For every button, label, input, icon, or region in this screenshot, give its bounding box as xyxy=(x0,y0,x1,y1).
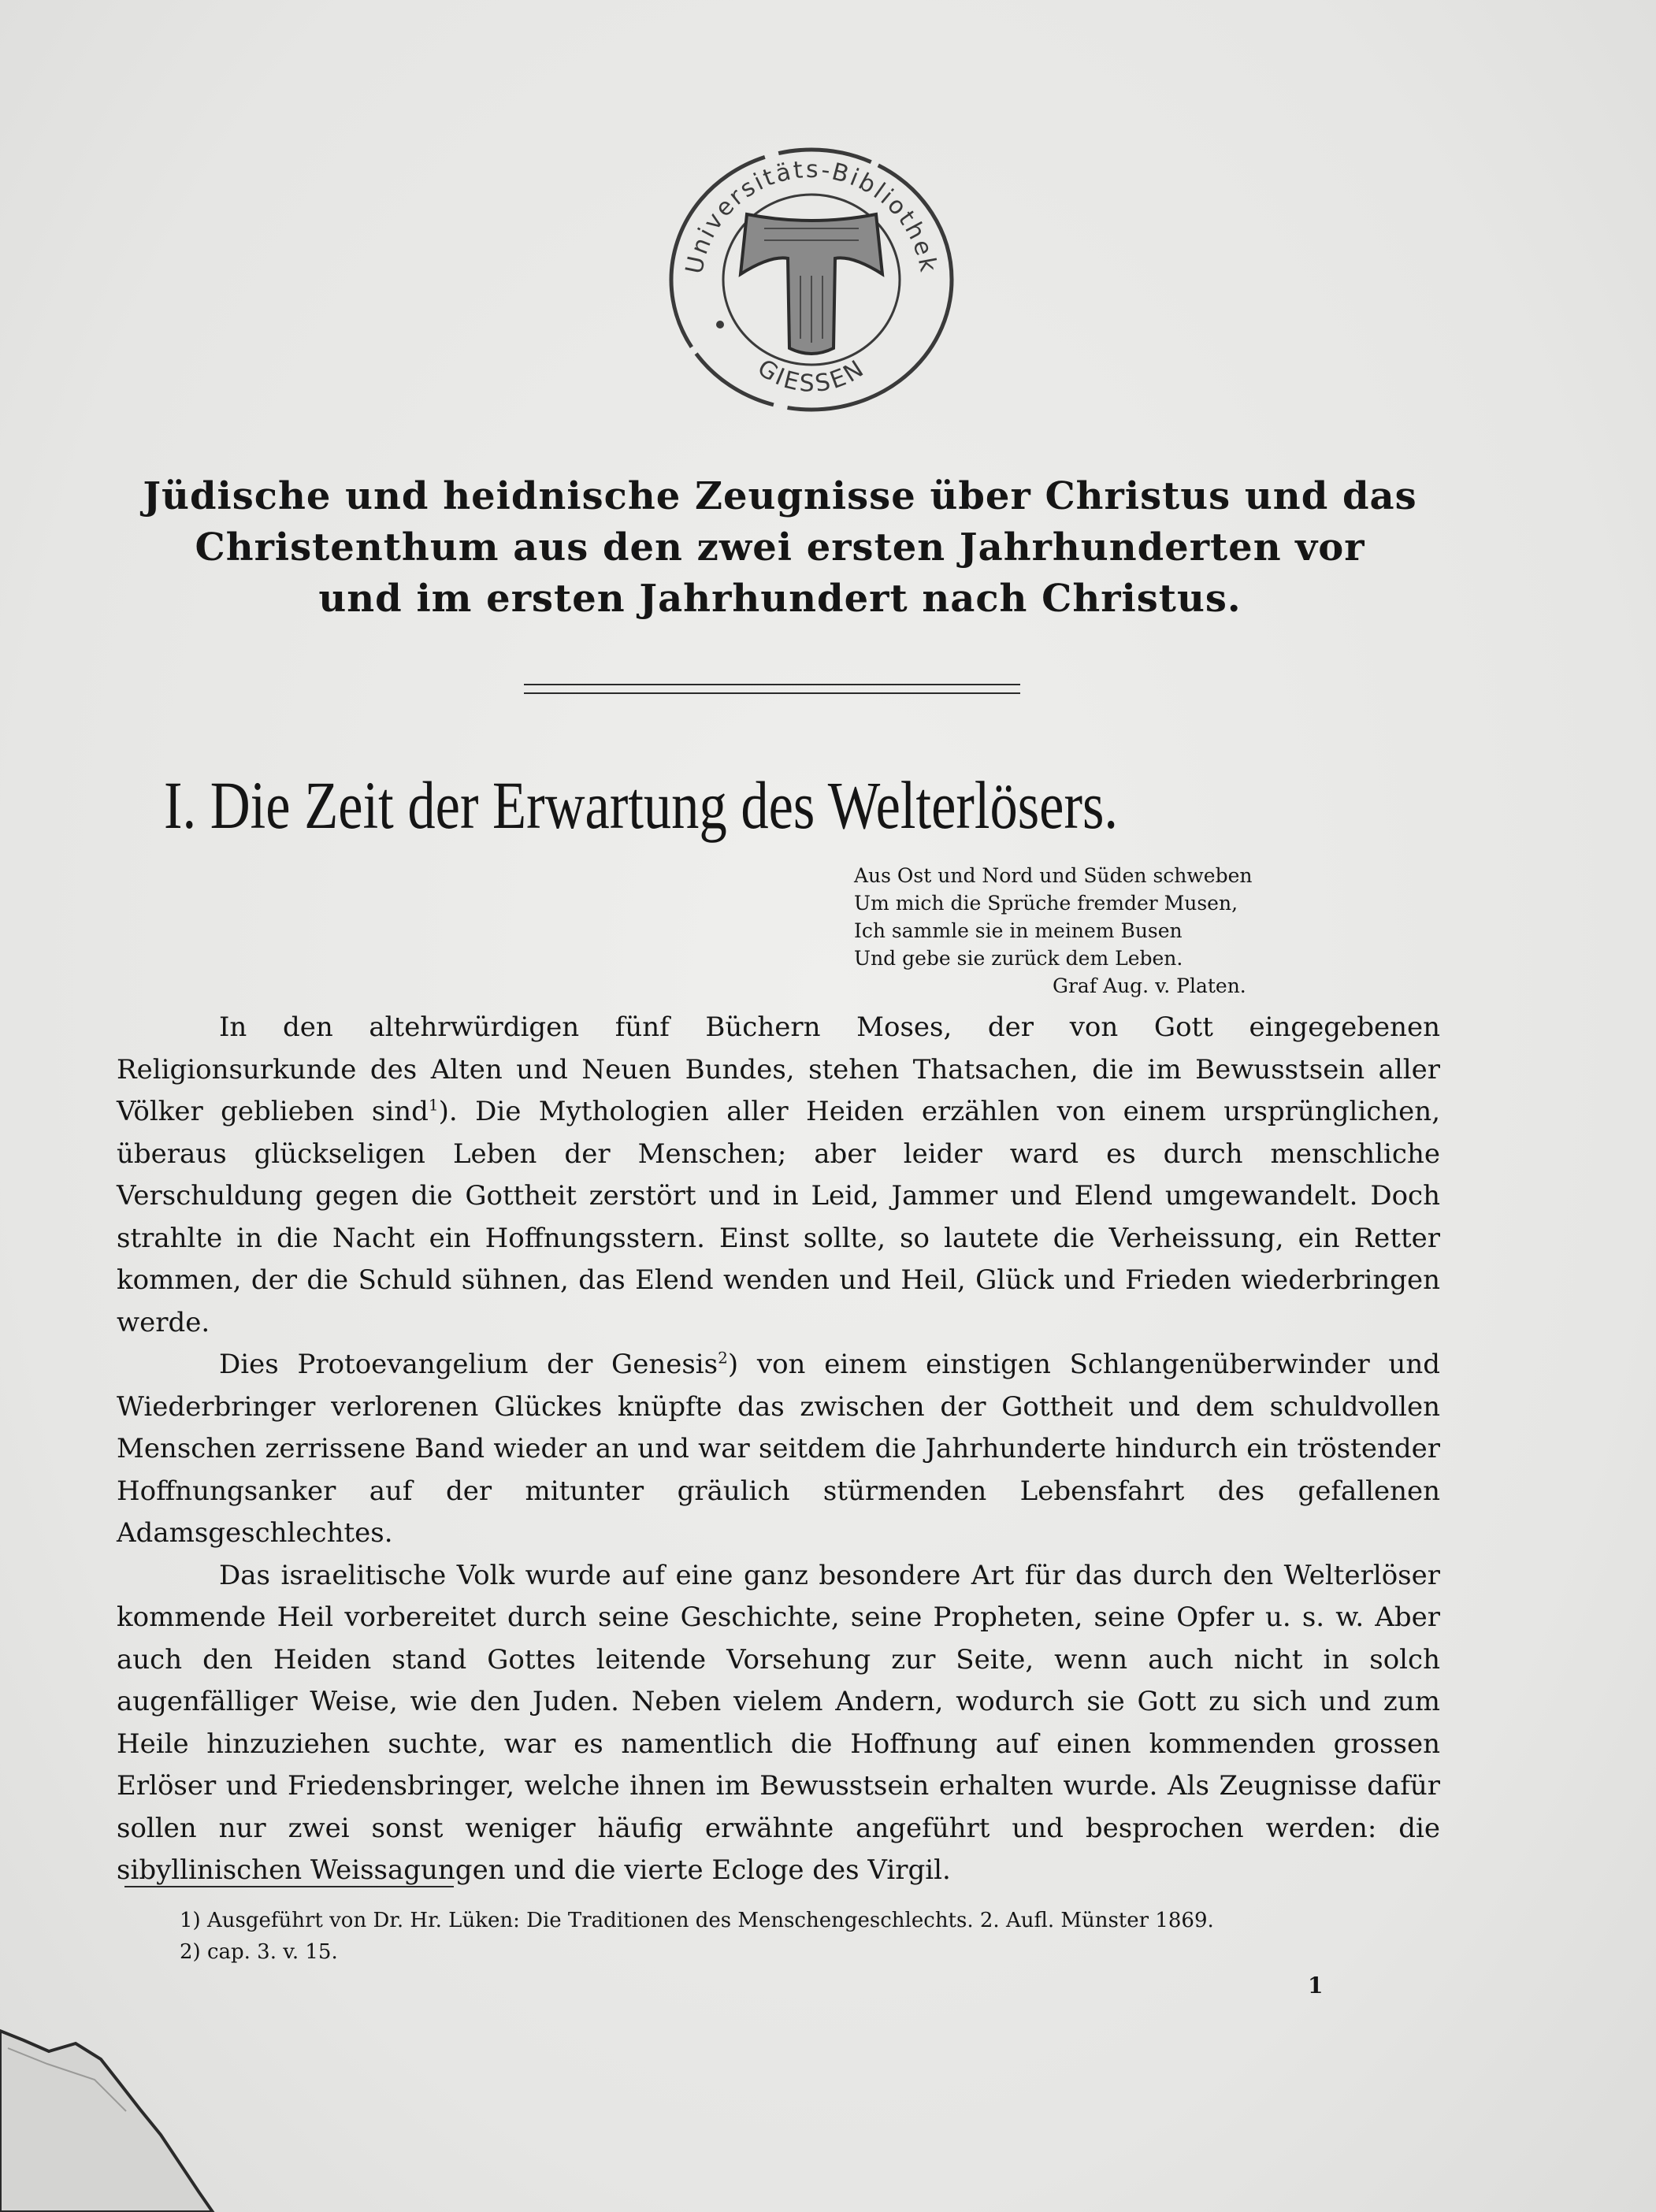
epigraph xyxy=(854,862,1453,1000)
title-line-3: und im ersten Jahrhundert nach Christus. xyxy=(318,577,1242,621)
epigraph-line: Um mich die Sprüche fremder Musen, xyxy=(854,892,1238,915)
epigraph-line: Ich sammle sie in meinem Busen xyxy=(854,919,1183,942)
epigraph-author: Graf Aug. v. Platen. xyxy=(1053,974,1246,997)
paragraph-2 xyxy=(117,1344,1440,1555)
body-text xyxy=(117,1007,1440,1892)
page-number: 1 xyxy=(1308,1973,1324,1999)
tau-cross-emblem xyxy=(741,214,882,354)
footnotes xyxy=(180,1905,1448,1968)
paragraph-1-text-a: In den altehrwürdigen fünf Büchern Moses, der von Gott eingegebenen Religionsurkunde des Alten und Neuen Bundes, stehen Thatsachen, die im Bewusstsein aller Völker geblieben sind xyxy=(117,1011,1440,1127)
svg-text:GIESSEN xyxy=(752,354,871,399)
footnote-separator xyxy=(124,1886,454,1887)
footnote-1: 1) Ausgeführt von Dr. Hr. Lüken: Die Traditionen des Menschengeschlechts. 2. Aufl. Münster 1869. xyxy=(180,1909,1214,1932)
title-line-1: Jüdische und heidnische Zeugnisse über Christus und das xyxy=(143,474,1417,518)
paragraph-2-text-b: ) von einem einstigen Schlangenüberwinder und Wiederbringer verlorenen Glückes knüpfte das zwischen der Gottheit und dem schuldvollen Menschen zerrissene Band wieder an und war seitdem die Jahrhunderte hindurch ein tröstender Hoffnungsanker auf der mitunter gräulich stürmenden Lebensfahrt des gefallenen Adamsgeschlechtes. xyxy=(117,1349,1440,1549)
paragraph-1 xyxy=(117,1007,1440,1344)
footnote-ref-1: 1 xyxy=(428,1095,439,1115)
stamp-bottom-text: GIESSEN xyxy=(752,354,871,399)
title-line-2: Christenthum aus den zwei ersten Jahrhunderten vor xyxy=(195,525,1365,570)
footnote-ref-2: 2 xyxy=(718,1348,728,1368)
paragraph-3: Das israelitische Volk wurde auf eine ganz besondere Art für das durch den Welterlöser kommende Heil vorbereitet durch seine Geschichte, seine Propheten, seine Opfer u. s. w. Aber auch den Heiden stand Gottes leitende Vorsehung zur Seite, wenn auch nicht in solch augenfälliger Weise, wie den Juden. Neben vielem Andern, wodurch sie Gott zu sich und zum Heile hinzuziehen suchte, war es namentlich die Hoffnung auf einen kommenden grossen Erlöser und Friedensbringer, welche ihnen im Bewusstsein erhalten wurde. Als Zeugnisse dafür sollen nur zwei sonst weniger häufig erwähnte angeführt und besprochen werden: die sibyllinischen Weissagungen und die vierte Ecloge des Virgil. xyxy=(117,1559,1440,1886)
paragraph-2-text-a: Dies Protoevangelium der Genesis xyxy=(219,1349,718,1380)
stamp-top-text: Universitäts-Bibliothek xyxy=(680,155,942,276)
chapter-heading: I. Die Zeit der Erwartung des Welterlösers. xyxy=(164,767,1119,843)
title-double-rule xyxy=(524,684,1020,694)
library-stamp xyxy=(646,118,977,433)
footnote-2: 2) cap. 3. v. 15. xyxy=(180,1940,338,1964)
torn-corner xyxy=(0,2017,252,2212)
epigraph-line: Aus Ost und Nord und Süden schweben xyxy=(854,864,1253,887)
document-title xyxy=(110,471,1450,625)
epigraph-line: Und gebe sie zurück dem Leben. xyxy=(854,947,1183,970)
paragraph-1-text-b: ). Die Mythologien aller Heiden erzählen von einem ursprünglichen, überaus glückseligen Leben der Menschen; aber leider ward es durch menschliche Verschuldung gegen die Gottheit zerstört und in Leid, Jammer und Elend umgewandelt. Doch strahlte in die Nacht ein Hoffnungsstern. Einst sollte, so lautete die Verheissung, ein Retter kommen, der die Schuld sühnen, das Elend wenden und Heil, Glück und Frieden wiederbringen werde. xyxy=(117,1096,1441,1338)
